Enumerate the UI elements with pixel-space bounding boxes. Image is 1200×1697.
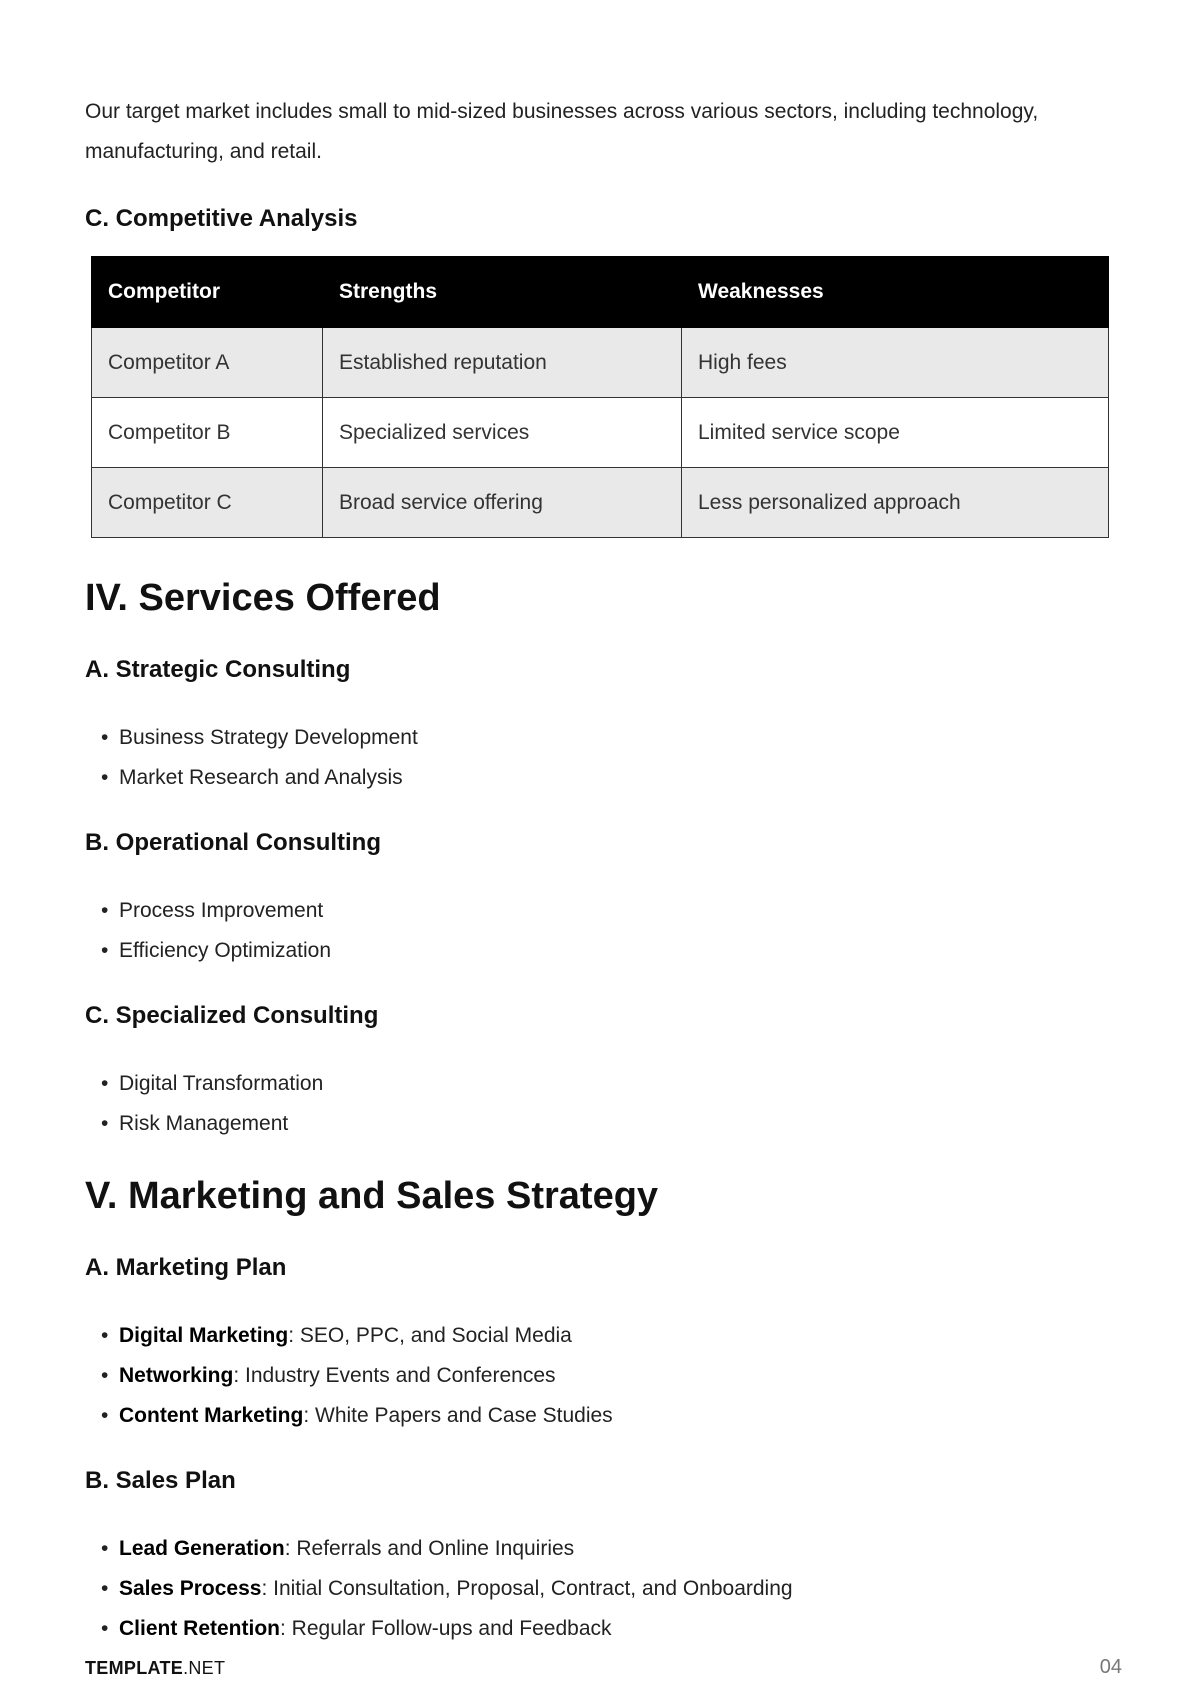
list-item: • Process Improvement (101, 899, 324, 922)
list-item: • Content Marketing: White Papers and Case Studies (101, 1404, 613, 1427)
competitive-analysis-table (91, 256, 1109, 538)
table-cell: Competitor B (92, 398, 323, 468)
marketing-plan-list (101, 1316, 613, 1436)
specialized-consulting-heading: C. Specialized Consulting (85, 1002, 379, 1029)
sales-plan-heading: B. Sales Plan (85, 1467, 236, 1494)
table-row (92, 328, 1109, 398)
operational-consulting-list (101, 891, 331, 971)
list-item: • Digital Transformation (101, 1072, 324, 1095)
list-item: • Lead Generation: Referrals and Online Inquiries (101, 1537, 575, 1560)
strategic-consulting-list (101, 718, 418, 798)
specialized-consulting-list (101, 1064, 323, 1144)
table-header-cell: Strengths (323, 257, 682, 328)
marketing-heading: V. Marketing and Sales Strategy (85, 1175, 659, 1217)
table-cell: Competitor C (92, 468, 323, 538)
list-item: • Sales Process: Initial Consultation, Proposal, Contract, and Onboarding (101, 1577, 793, 1600)
list-item: • Business Strategy Development (101, 726, 418, 749)
table-cell: Less personalized approach (682, 468, 1109, 538)
list-item: • Client Retention: Regular Follow-ups and Feedback (101, 1617, 612, 1640)
table-header-cell: Competitor (92, 257, 323, 328)
list-item: • Networking: Industry Events and Conferences (101, 1364, 556, 1387)
list-item: • Digital Marketing: SEO, PPC, and Social Media (101, 1324, 572, 1347)
services-heading: IV. Services Offered (85, 577, 441, 619)
table-cell: Specialized services (323, 398, 682, 468)
competitive-analysis-heading: C. Competitive Analysis (85, 205, 358, 232)
table-cell: Broad service offering (323, 468, 682, 538)
sales-plan-list (101, 1529, 793, 1649)
table-header-row (92, 257, 1109, 328)
table-cell: Limited service scope (682, 398, 1109, 468)
table-row (92, 468, 1109, 538)
table-cell: Established reputation (323, 328, 682, 398)
operational-consulting-heading: B. Operational Consulting (85, 829, 382, 856)
list-item: • Market Research and Analysis (101, 766, 403, 789)
page-number: 04 (1099, 1656, 1122, 1678)
footer-brand-logo: TEMPLATE.NET (85, 1658, 226, 1678)
table-row (92, 398, 1109, 468)
table-cell: Competitor A (92, 328, 323, 398)
strategic-consulting-heading: A. Strategic Consulting (85, 656, 351, 683)
marketing-plan-heading: A. Marketing Plan (85, 1254, 287, 1281)
table-header-cell: Weaknesses (682, 257, 1109, 328)
list-item: • Risk Management (101, 1112, 289, 1135)
table-cell: High fees (682, 328, 1109, 398)
list-item: • Efficiency Optimization (101, 939, 332, 962)
intro-paragraph: Our target market includes small to mid-sized businesses across various sectors, including technology, manufacturing, and retail. (85, 100, 1039, 163)
